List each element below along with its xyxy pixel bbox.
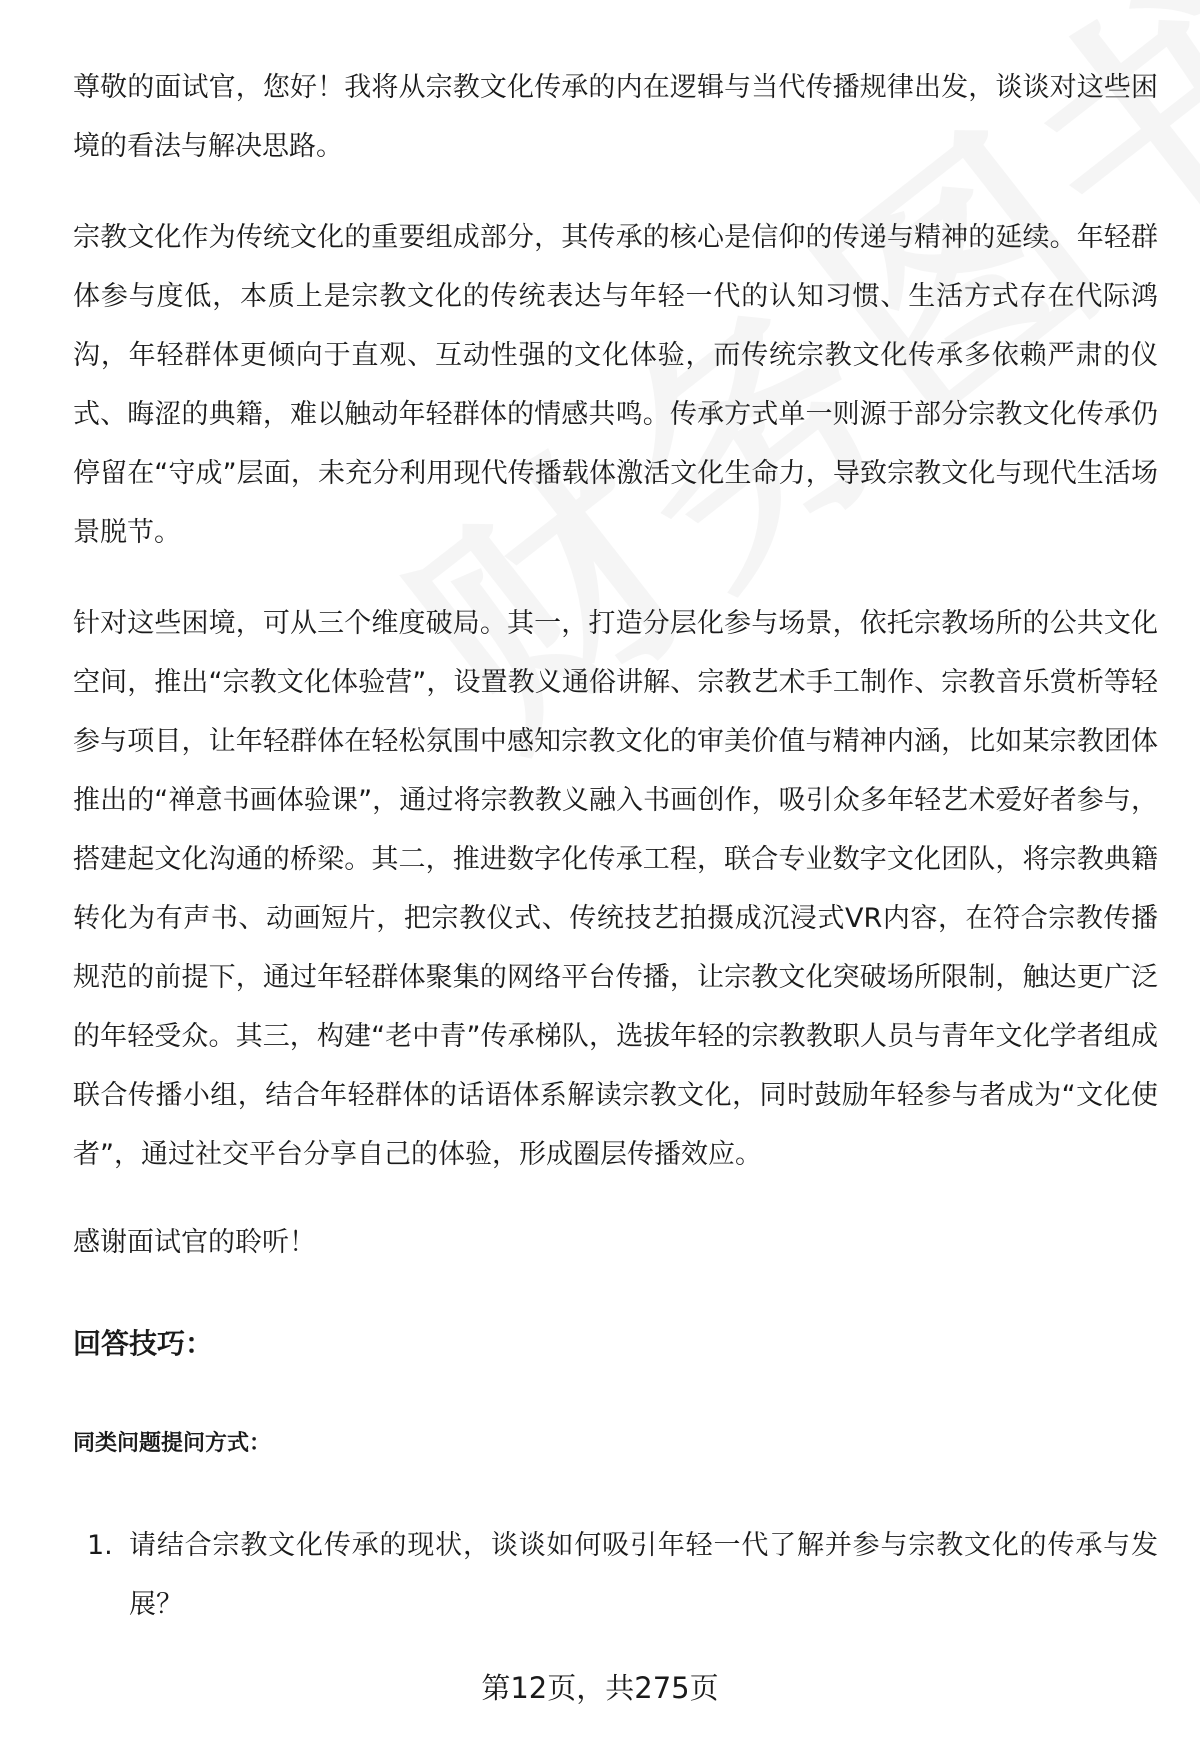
analysis-paragraph: 宗教文化作为传统文化的重要组成部分，其传承的核心是信仰的传递与精神的延续。年轻群体参与度低，本质上是宗教文化的传统表达与年轻一代的认知习惯、生活方式存在代际鸿沟，年轻群体更倾向于直观、互动性强的文化体验，而传统宗教文化传承多依赖严肃的仪式、晦涩的典籍，难以触动年轻群体的情感共鸣。传承方式单一则源于部分宗教文化传承仍停留在“守成”层面，未充分利用现代传播载体激活文化生命力，导致宗教文化与现代生活场景脱节。: [73, 222, 1158, 548]
list-item-number: 1.: [87, 1530, 113, 1561]
list-item: [73, 1516, 1158, 1634]
similar-questions-list: [73, 1516, 1158, 1634]
page-number: 第12页，共275页: [481, 1671, 719, 1705]
thanks-paragraph: 感谢面试官的聆听！: [73, 1227, 316, 1258]
document-content: [73, 58, 1158, 1634]
greeting-paragraph: 尊敬的面试官，您好！我将从宗教文化传承的内在逻辑与当代传播规律出发，谈谈对这些困境的看法与解决思路。: [73, 72, 1158, 162]
list-item-text: 请结合宗教文化传承的现状，谈谈如何吸引年轻一代了解并参与宗教文化的传承与发展？: [129, 1530, 1158, 1620]
strategies-paragraph: 针对这些困境，可从三个维度破局。其一，打造分层化参与场景，依托宗教场所的公共文化空间，推出“宗教文化体验营”，设置教义通俗讲解、宗教艺术手工制作、宗教音乐赏析等轻参与项目，让年轻群体在轻松氛围中感知宗教文化的审美价值与精神内涵，比如某宗教团体推出的“禅意书画体验课”，通过将宗教教义融入书画创作，吸引众多年轻艺术爱好者参与，搭建起文化沟通的桥梁。其二，推进数字化传承工程，联合专业数字文化团队，将宗教典籍转化为有声书、动画短片，把宗教仪式、传统技艺拍摄成沉浸式VR内容，在符合宗教传播规范的前提下，通过年轻群体聚集的网络平台传播，让宗教文化突破场所限制，触达更广泛的年轻受众。其三，构建“老中青”传承梯队，选拔年轻的宗教教职人员与青年文化学者组成联合传播小组，结合年轻群体的话语体系解读宗教文化，同时鼓励年轻参与者成为“文化使者”，通过社交平台分享自己的体验，形成圈层传播效应。: [73, 608, 1158, 1170]
similar-questions-heading: 同类问题提问方式：: [73, 1431, 272, 1456]
tips-heading: 回答技巧：: [73, 1327, 214, 1360]
